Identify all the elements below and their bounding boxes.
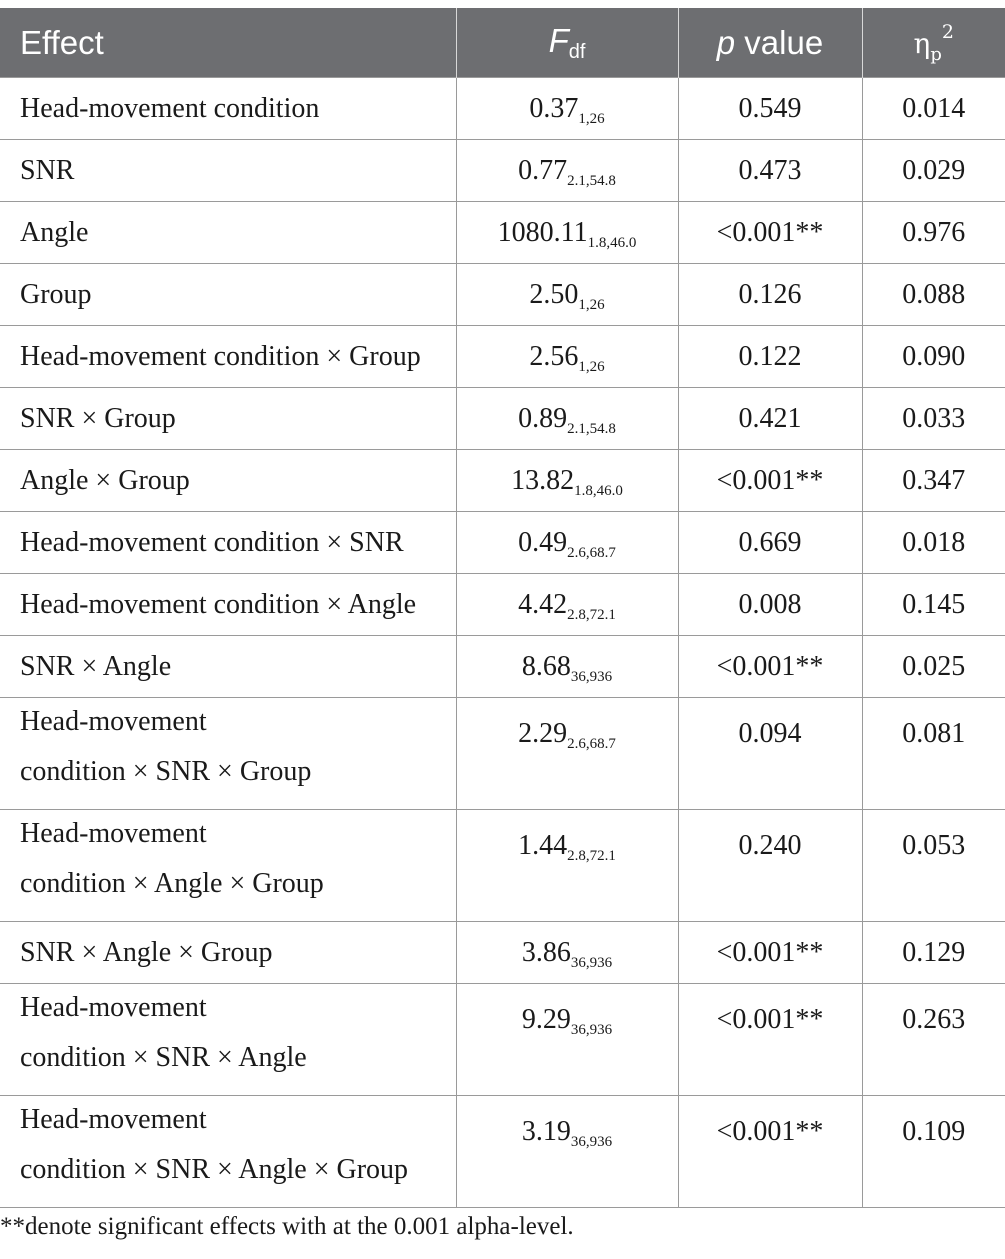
p-cell: 0.240 [678, 810, 862, 922]
effect-cell: Head-movement condition [0, 78, 456, 140]
df-value: 1.8,46.0 [574, 483, 623, 499]
eta-cell: 0.088 [862, 264, 1005, 326]
f-value: 3.86 [521, 937, 571, 968]
p-cell: 0.421 [678, 388, 862, 450]
f-cell [456, 450, 678, 512]
p-cell: <0.001** [678, 202, 862, 264]
effect-cell: SNR × Angle [0, 636, 456, 698]
f-cell [456, 512, 678, 574]
table-row [0, 810, 1005, 922]
effect-line-2: condition × SNR × Angle × Group [20, 1154, 409, 1185]
f-value: 4.42 [518, 589, 568, 620]
eta-cell: 0.347 [862, 450, 1005, 512]
f-value: 2.29 [518, 718, 568, 749]
eta-cell: 0.053 [862, 810, 1005, 922]
effect-line-2: condition × Angle × Group [20, 868, 324, 899]
f-value: 0.37 [529, 93, 579, 124]
table-row [0, 450, 1005, 512]
p-cell: 0.473 [678, 140, 862, 202]
eta-cell: 0.018 [862, 512, 1005, 574]
eta-cell: 0.029 [862, 140, 1005, 202]
effect-cell: SNR × Group [0, 388, 456, 450]
table-row [0, 202, 1005, 264]
eta-cell: 0.129 [862, 922, 1005, 984]
f-value: 3.19 [521, 1116, 571, 1147]
table-row [0, 922, 1005, 984]
p-cell: 0.549 [678, 78, 862, 140]
anova-table [0, 8, 1005, 1208]
f-value: 1080.11 [497, 217, 588, 248]
header-f-sub: df [568, 40, 586, 63]
table-row [0, 264, 1005, 326]
p-cell: 0.094 [678, 698, 862, 810]
effect-line-1: Head-movement [20, 992, 207, 1023]
effect-cell: SNR × Angle × Group [0, 922, 456, 984]
effect-cell [0, 810, 456, 922]
f-value: 2.50 [529, 279, 579, 310]
eta-cell: 0.033 [862, 388, 1005, 450]
p-cell: 0.008 [678, 574, 862, 636]
header-row [0, 8, 1005, 78]
footnote: **denote significant effects with at the 0.001 alpha-level. [0, 1213, 574, 1240]
f-cell [456, 78, 678, 140]
p-cell: <0.001** [678, 984, 862, 1096]
eta-cell: 0.145 [862, 574, 1005, 636]
f-cell [456, 202, 678, 264]
header-f-main: F [548, 21, 569, 59]
effect-cell: Angle × Group [0, 450, 456, 512]
df-value: 2.1,54.8 [567, 421, 616, 437]
df-value: 2.8,72.1 [567, 848, 616, 864]
df-value: 2.8,72.1 [567, 607, 616, 623]
p-cell: 0.122 [678, 326, 862, 388]
header-effect: Effect [0, 8, 456, 78]
df-value: 36,936 [570, 1022, 613, 1038]
df-value: 36,936 [570, 955, 613, 971]
f-cell [456, 388, 678, 450]
header-p-rest: value [735, 23, 824, 61]
f-cell [456, 922, 678, 984]
effect-cell: Head-movement condition × SNR [0, 512, 456, 574]
df-value: 1,26 [578, 359, 605, 375]
eta-cell: 0.976 [862, 202, 1005, 264]
eta-cell: 0.014 [862, 78, 1005, 140]
f-cell [456, 140, 678, 202]
f-cell [456, 574, 678, 636]
p-cell: <0.001** [678, 636, 862, 698]
table-row [0, 140, 1005, 202]
f-cell [456, 810, 678, 922]
effect-line-2: condition × SNR × Angle [20, 1042, 307, 1073]
effect-cell [0, 984, 456, 1096]
header-f [456, 8, 678, 78]
table-row [0, 326, 1005, 388]
table-row [0, 698, 1005, 810]
table-row [0, 636, 1005, 698]
df-value: 36,936 [570, 669, 613, 685]
effect-cell: Head-movement condition × Group [0, 326, 456, 388]
header-eta-sup: 2 [941, 20, 954, 43]
effect-cell: Head-movement condition × Angle [0, 574, 456, 636]
p-cell: <0.001** [678, 450, 862, 512]
eta-cell: 0.263 [862, 984, 1005, 1096]
df-value: 2.6,68.7 [567, 736, 616, 752]
effect-line-2: condition × SNR × Group [20, 756, 312, 787]
header-eta-sub: p [930, 43, 942, 65]
table-row [0, 512, 1005, 574]
header-p-value [678, 8, 862, 78]
header-eta [862, 8, 1005, 78]
table-body [0, 78, 1005, 1208]
f-cell [456, 984, 678, 1096]
f-cell [456, 698, 678, 810]
header-eta-main: η [913, 26, 931, 60]
table-row [0, 388, 1005, 450]
p-cell: <0.001** [678, 1096, 862, 1208]
f-value: 8.68 [521, 651, 571, 682]
f-value: 9.29 [521, 1004, 571, 1035]
eta-cell: 0.025 [862, 636, 1005, 698]
f-cell [456, 326, 678, 388]
f-value: 0.49 [518, 527, 568, 558]
table-row [0, 78, 1005, 140]
eta-cell: 0.081 [862, 698, 1005, 810]
effect-cell: Group [0, 264, 456, 326]
effect-cell [0, 698, 456, 810]
effect-cell: Angle [0, 202, 456, 264]
f-cell [456, 1096, 678, 1208]
p-cell: <0.001** [678, 922, 862, 984]
f-value: 0.77 [518, 155, 568, 186]
p-cell: 0.126 [678, 264, 862, 326]
df-value: 36,936 [570, 1134, 613, 1150]
table-row [0, 574, 1005, 636]
effect-line-1: Head-movement [20, 1104, 207, 1135]
df-value: 2.6,68.7 [567, 545, 616, 561]
f-value: 13.82 [511, 465, 575, 496]
header-p-italic: p [716, 23, 736, 61]
df-value: 2.1,54.8 [567, 173, 616, 189]
table-row [0, 1096, 1005, 1208]
p-cell: 0.669 [678, 512, 862, 574]
df-value: 1,26 [578, 111, 605, 127]
table-row [0, 984, 1005, 1096]
effect-line-1: Head-movement [20, 706, 207, 737]
f-cell [456, 636, 678, 698]
f-cell [456, 264, 678, 326]
f-value: 0.89 [518, 403, 568, 434]
effect-line-1: Head-movement [20, 818, 207, 849]
df-value: 1.8,46.0 [587, 235, 637, 251]
eta-cell: 0.109 [862, 1096, 1005, 1208]
df-value: 1,26 [578, 297, 605, 313]
effect-cell [0, 1096, 456, 1208]
eta-cell: 0.090 [862, 326, 1005, 388]
effect-cell: SNR [0, 140, 456, 202]
f-value: 2.56 [529, 341, 579, 372]
f-value: 1.44 [518, 830, 568, 861]
